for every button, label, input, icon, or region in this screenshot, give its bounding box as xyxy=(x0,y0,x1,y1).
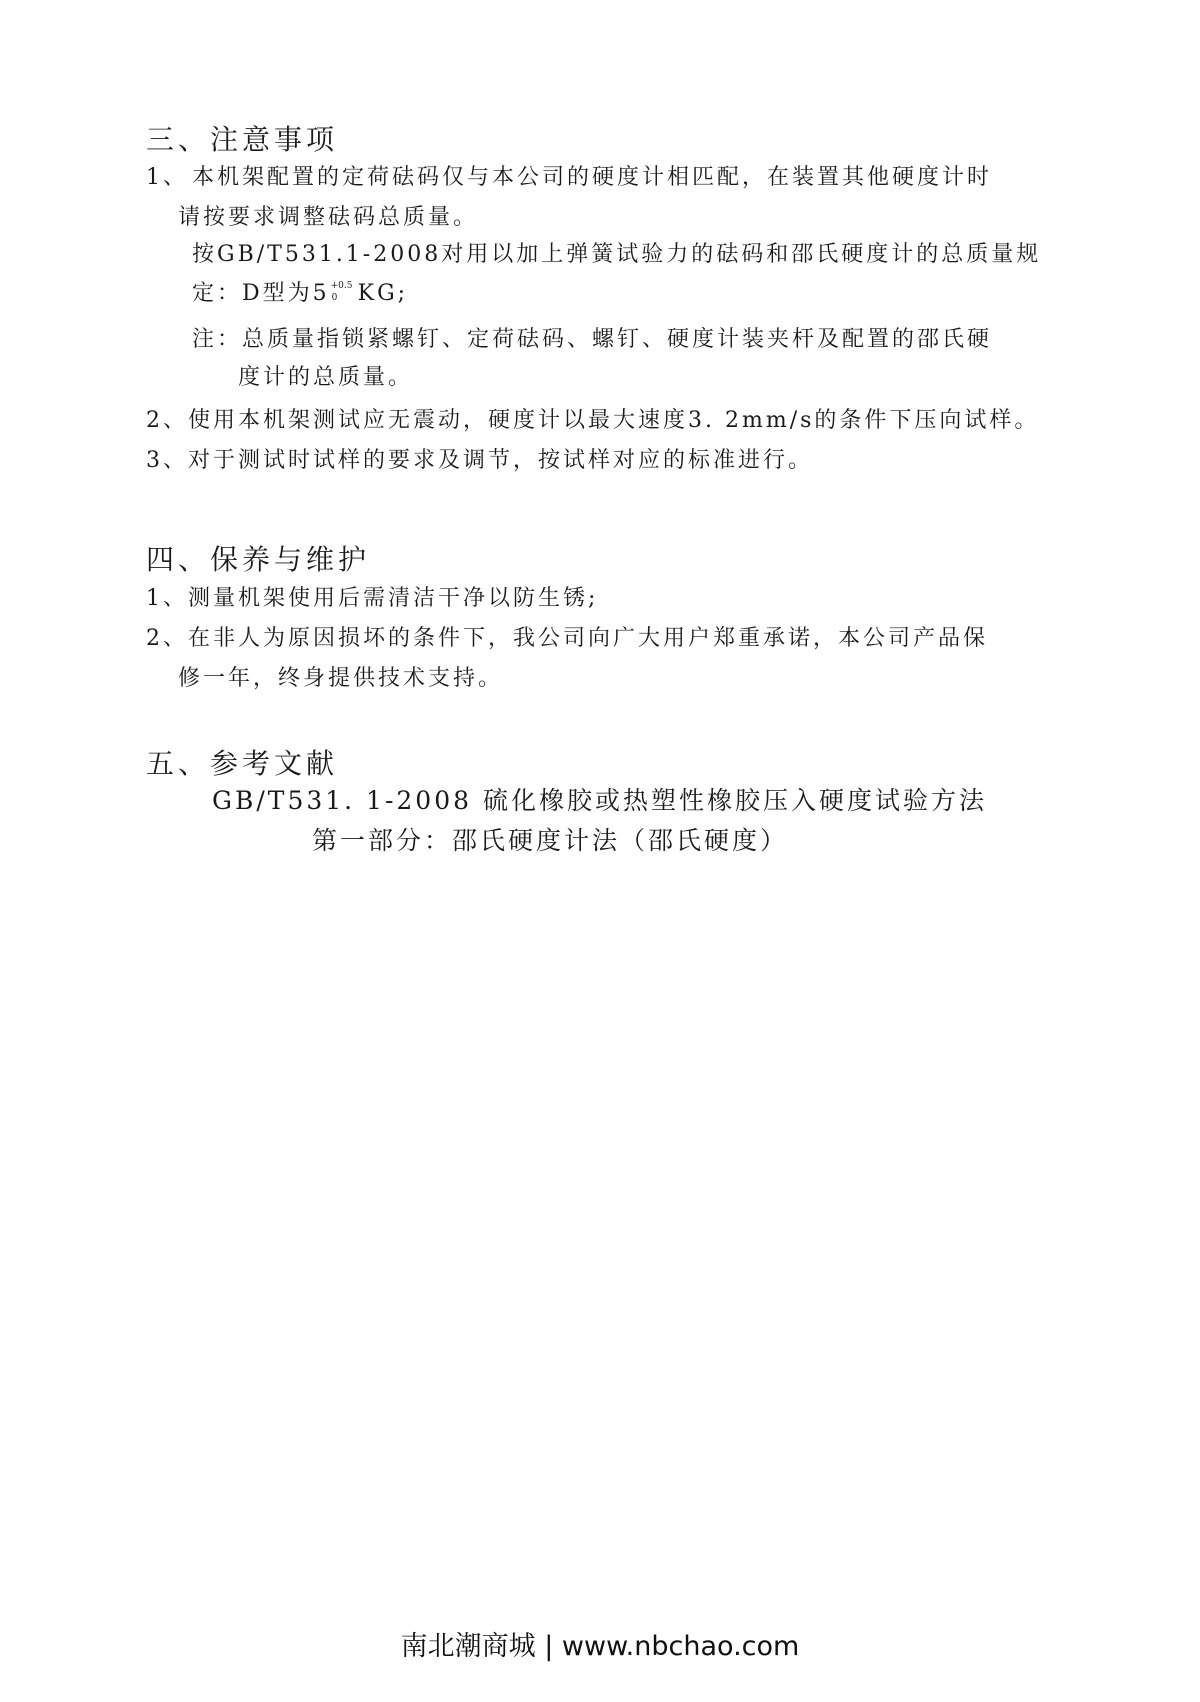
section-4-item-2-line-1: 2、在非人为原因损坏的条件下，我公司向广大用户郑重承诺，本公司产品保 xyxy=(146,626,988,651)
mass-spec-unit: KG; xyxy=(347,281,409,306)
section-3-item-1-line-4 xyxy=(192,279,408,309)
tolerance-subscript: 0 xyxy=(331,293,338,303)
section-3-item-1-number: 1、 xyxy=(146,165,188,190)
section-5-heading: 五、参考文献 xyxy=(146,747,339,780)
section-4-item-2-line-2: 修一年，终身提供技术支持。 xyxy=(178,666,504,691)
section-3-item-1-line-1: 本机架配置的定荷砝码仅与本公司的硬度计相匹配，在装置其他硬度计时 xyxy=(192,165,993,190)
section-3-note-line-2: 度计的总质量。 xyxy=(238,365,414,390)
reference-line-1: GB/T531. 1-2008 硫化橡胶或热塑性橡胶压入硬度试验方法 xyxy=(212,786,987,815)
tolerance-superscript-subscript xyxy=(330,281,353,305)
section-4-item-1: 1、测量机架使用后需清洁干净以防生锈; xyxy=(146,586,599,611)
reference-line-2: 第一部分：邵氏硬度计法（邵氏硬度） xyxy=(312,826,789,855)
section-3-note-line-1: 注：总质量指锁紧螺钉、定荷砝码、螺钉、硬度计装夹杆及配置的邵氏硬 xyxy=(192,327,993,352)
footer-watermark: 南北潮商城 | www.nbchao.com xyxy=(400,1631,800,1662)
section-4-heading: 四、保养与维护 xyxy=(146,543,371,576)
section-3-item-2: 2、使用本机架测试应无震动，硬度计以最大速度3. 2mm/s的条件下压向试样。 xyxy=(146,408,1040,433)
mass-spec-prefix: 定：D型为5 xyxy=(192,281,330,306)
section-3-item-3: 3、对于测试时试样的要求及调节，按试样对应的标准进行。 xyxy=(146,448,813,473)
tolerance-superscript: +0.5 xyxy=(330,281,353,291)
section-3-heading: 三、注意事项 xyxy=(146,123,339,156)
section-3-item-1-line-2: 请按要求调整砝码总质量。 xyxy=(178,205,479,230)
section-3-item-1-line-3: 按GB/T531.1-2008对用以加上弹簧试验力的砝码和邵氏硬度计的总质量规 xyxy=(192,242,1042,267)
